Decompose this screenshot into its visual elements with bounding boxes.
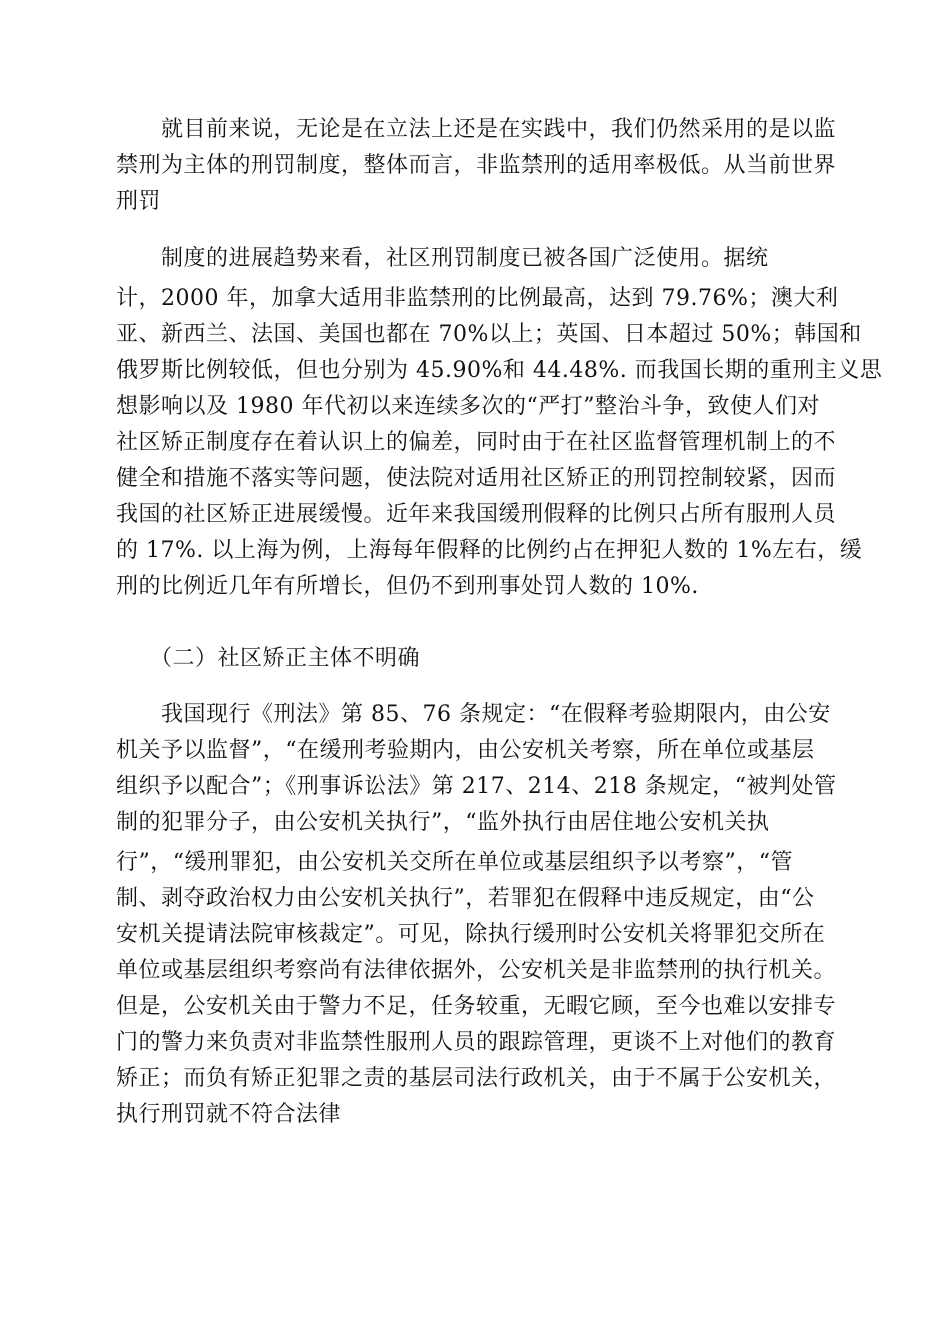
paragraph-2-line-9: 的 17%. 以上海为例，上海每年假释的比例约占在押犯人数的 1%左右，缓 (116, 538, 863, 563)
paragraph-4-line-11: 矫正；而负有矫正犯罪之责的基层司法行政机关，由于不属于公安机关， (116, 1066, 837, 1091)
paragraph-2-line-10: 刑的比例近几年有所增长，但仍不到刑事处罚人数的 10%. (116, 574, 699, 599)
paragraph-4-line-9: 但是，公安机关由于警力不足，任务较重，无暇它顾，至今也难以安排专 (116, 994, 837, 1019)
paragraph-2-line-5: 想影响以及 1980 年代初以来连续多次的“严打”整治斗争，致使人们对 (116, 394, 820, 419)
paragraph-2-line-1: 制度的进展趋势来看，社区刑罚制度已被各国广泛使用。据统 (116, 246, 769, 271)
paragraph-4-line-1: 我国现行《刑法》第 85、76 条规定：“在假释考验期限内，由公安 (116, 702, 831, 727)
paragraph-4-line-3: 组织予以配合”；《刑事诉讼法》第 217、214、218 条规定，“被判处管 (116, 774, 837, 799)
paragraph-2-line-6: 社区矫正制度存在着认识上的偏差，同时由于在社区监督管理机制上的不 (116, 430, 837, 455)
paragraph-4-line-12: 执行刑罚就不符合法律 (116, 1102, 342, 1127)
paragraph-4-line-8: 单位或基层组织考察尚有法律依据外，公安机关是非监禁刑的执行机关。 (116, 958, 837, 983)
paragraph-1-line-3: 刑罚 (116, 189, 162, 214)
paragraph-4-line-2: 机关予以监督”，“在缓刑考验期内，由公安机关考察，所在单位或基层 (116, 738, 815, 763)
paragraph-2-line-3: 亚、新西兰、法国、美国也都在 70%以上；英国、日本超过 50%；韩国和 (116, 322, 862, 347)
paragraph-2-line-4: 俄罗斯比例较低，但也分别为 45.90%和 44.48%. 而我国长期的重刑主义思 (116, 358, 883, 383)
paragraph-4-line-10: 门的警力来负责对非监禁性服刑人员的跟踪管理，更谈不上对他们的教育 (116, 1030, 837, 1055)
paragraph-2-line-7: 健全和措施不落实等问题，使法院对适用社区矫正的刑罚控制较紧，因而 (116, 466, 837, 491)
paragraph-1-line-2: 禁刑为主体的刑罚制度，整体而言，非监禁刑的适用率极低。从当前世界 (116, 153, 837, 178)
paragraph-1-line-1: 就目前来说，无论是在立法上还是在实践中，我们仍然采用的是以监 (116, 117, 837, 142)
paragraph-4-line-4: 制的犯罪分子，由公安机关执行”，“监外执行由居住地公安机关执 (116, 810, 770, 835)
paragraph-4-line-7: 安机关提请法院审核裁定”。可见，除执行缓刑时公安机关将罪犯交所在 (116, 922, 826, 947)
section-heading: （二）社区矫正主体不明确 (116, 646, 421, 671)
paragraph-2-line-8: 我国的社区矫正进展缓慢。近年来我国缓刑假释的比例只占所有服刑人员 (116, 502, 837, 527)
paragraph-4-line-6: 制、剥夺政治权力由公安机关执行”，若罪犯在假释中违反规定，由“公 (116, 886, 815, 911)
paragraph-4-line-5: 行”，“缓刑罪犯，由公安机关交所在单位或基层组织予以考察”，“管 (116, 850, 793, 875)
paragraph-2-line-2: 计，2000 年，加拿大适用非监禁刑的比例最高，达到 79.76%；澳大利 (116, 286, 839, 311)
